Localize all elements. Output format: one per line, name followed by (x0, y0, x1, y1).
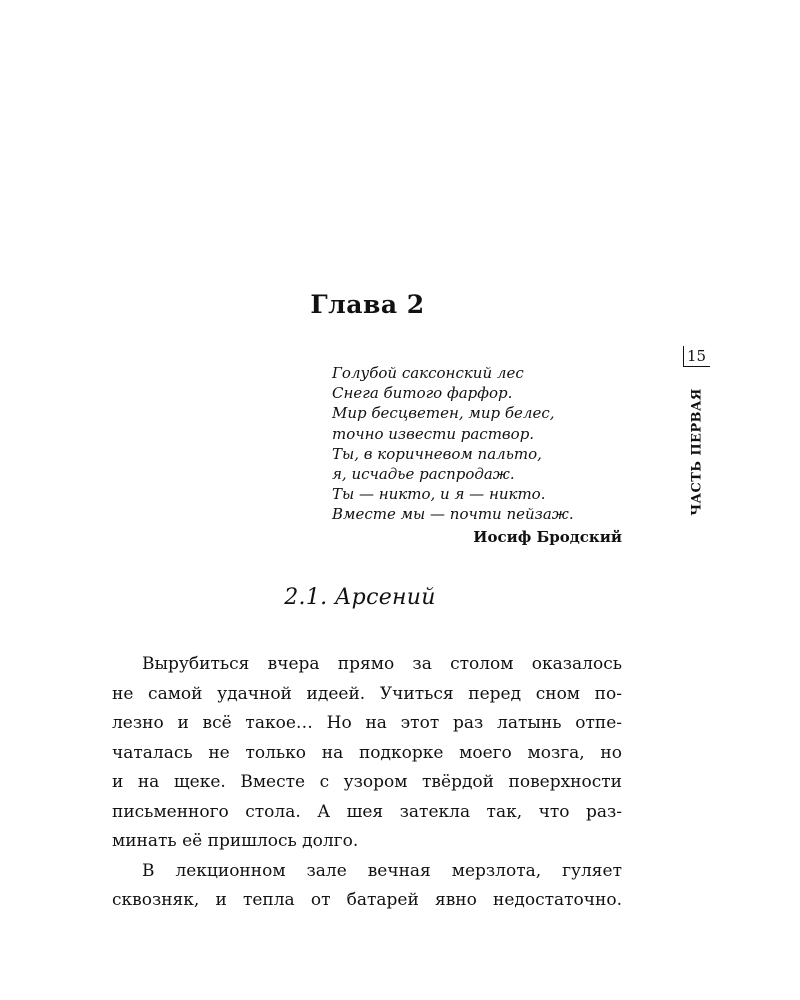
text-line: и на щеке. Вместе с узором твёрдой поверхности (112, 772, 622, 792)
text-line: лезно и всё такое… Но на этот раз латынь отпе- (112, 713, 622, 733)
epigraph (332, 363, 622, 548)
body-text (112, 650, 622, 916)
text-line: сквозняк, и тепла от батарей явно недостаточно. (112, 890, 622, 910)
epigraph-line: Ты, в коричневом пальто, (332, 444, 542, 463)
text-line: не самой удачной идеей. Учиться перед сном по- (112, 683, 622, 704)
epigraph-line: я, исчадье распродаж. (332, 465, 515, 484)
text-line: чаталась не только на подкорке моего мозга, но (112, 742, 622, 763)
epigraph-line: Голубой саксонский лес (332, 364, 524, 382)
text-line: В лекционном зале вечная мерзлота, гуляет (142, 860, 622, 881)
epigraph-line: Ты — никто, и я — никто. (332, 485, 546, 504)
page-number: 15 (683, 346, 710, 367)
paragraph (112, 857, 622, 916)
text-line: минать её пришлось долго. (112, 831, 359, 851)
running-head: ЧАСТЬ ПЕРВАЯ (689, 388, 705, 516)
text-line: Вырубиться вчера прямо за столом оказалось (142, 654, 622, 674)
epigraph-line: Снега битого фарфор. (332, 384, 513, 403)
section-title: 2.1. Арсений (284, 585, 436, 610)
paragraph (112, 650, 622, 857)
epigraph-line: Вместе мы — почти пейзаж. (332, 505, 574, 524)
epigraph-line: точно извести раствор. (332, 424, 535, 443)
epigraph-line: Мир бесцветен, мир белес, (332, 404, 555, 423)
epigraph-author: Иосиф Бродский (473, 527, 622, 546)
text-line: письменного стола. А шея затекла так, что раз- (112, 801, 622, 822)
chapter-title: Глава 2 (310, 290, 425, 319)
